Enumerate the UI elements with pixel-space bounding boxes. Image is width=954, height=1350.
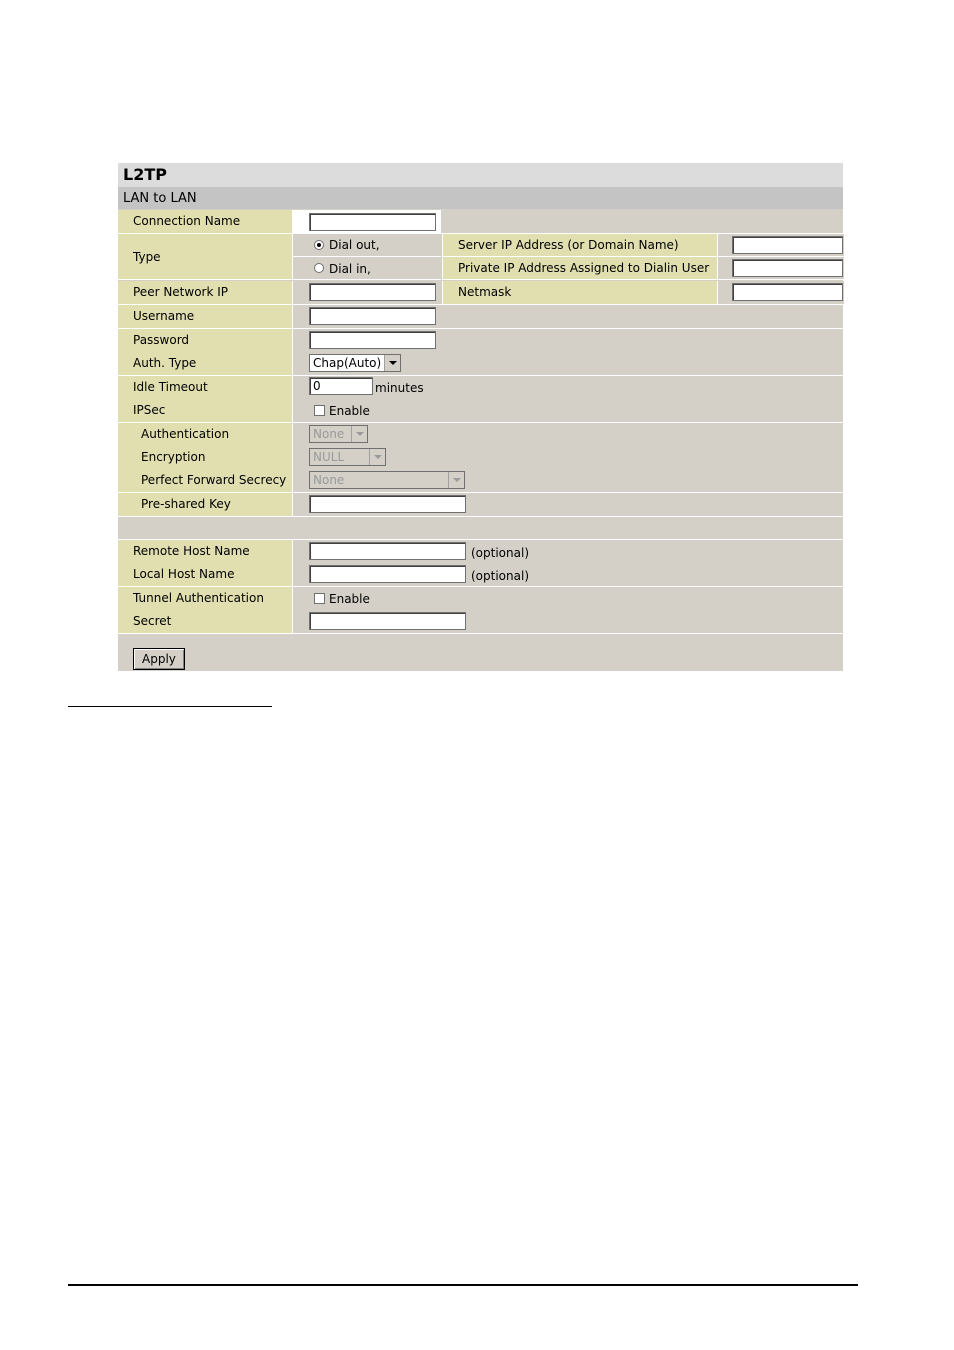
- password-input[interactable]: [309, 331, 436, 349]
- psk-label: Pre-shared Key: [141, 497, 231, 511]
- authentication-select[interactable]: [309, 425, 368, 443]
- row-psk: [118, 493, 843, 517]
- underline-rule: [68, 706, 272, 707]
- secret-label: Secret: [133, 614, 172, 628]
- encryption-label: Encryption: [141, 450, 206, 464]
- netmask-label: Netmask: [458, 285, 512, 299]
- row-pfs: [118, 469, 843, 493]
- row-remote-host: [118, 540, 843, 564]
- ipsec-enable-label: Enable: [329, 404, 370, 418]
- username-label: Username: [133, 309, 195, 323]
- pfs-value: None: [313, 473, 345, 487]
- row-type: [118, 234, 843, 280]
- dial-out-label: Dial out,: [329, 238, 380, 252]
- password-label: Password: [133, 333, 190, 347]
- connection-name-label: Connection Name: [133, 214, 241, 228]
- dial-in-radio[interactable]: [314, 263, 324, 273]
- remote-host-hint: (optional): [471, 546, 529, 560]
- row-authentication: [118, 423, 843, 447]
- psk-input[interactable]: [309, 495, 466, 513]
- local-host-hint: (optional): [471, 569, 529, 583]
- section-header: [118, 187, 843, 209]
- pfs-select[interactable]: [309, 471, 465, 489]
- tunnel-auth-enable-checkbox[interactable]: [314, 593, 325, 604]
- secret-input[interactable]: [309, 612, 466, 630]
- remote-host-label: Remote Host Name: [133, 544, 250, 558]
- pfs-label: Perfect Forward Secrecy: [141, 473, 287, 487]
- ipsec-enable-checkbox[interactable]: [314, 405, 325, 416]
- tunnel-auth-label: Tunnel Authentication: [133, 591, 264, 605]
- chevron-down-icon[interactable]: [384, 355, 400, 371]
- idle-timeout-input[interactable]: 0: [309, 377, 373, 395]
- apply-button[interactable]: Apply: [133, 648, 185, 670]
- row-idle-timeout: [118, 376, 843, 400]
- encryption-value: NULL: [313, 450, 345, 464]
- l2tp-panel: [118, 163, 843, 671]
- username-input[interactable]: [309, 307, 436, 325]
- row-username: [118, 305, 843, 329]
- spacer-row: [118, 517, 843, 540]
- type-label: Type: [133, 249, 161, 264]
- authentication-label: Authentication: [141, 427, 230, 441]
- section-title: LAN to LAN: [123, 191, 197, 206]
- server-ip-input[interactable]: [732, 236, 843, 254]
- peer-network-ip-input[interactable]: [309, 283, 436, 301]
- encryption-select[interactable]: [309, 448, 386, 466]
- chevron-down-icon[interactable]: [351, 426, 367, 442]
- row-ipsec: [118, 399, 843, 423]
- dial-in-label: Dial in,: [329, 262, 371, 276]
- local-host-input[interactable]: [309, 565, 466, 583]
- private-ip-label: Private IP Address Assigned to Dialin User: [458, 261, 710, 275]
- chevron-down-icon[interactable]: [448, 472, 464, 488]
- idle-timeout-label: Idle Timeout: [133, 380, 208, 394]
- authentication-value: None: [313, 427, 345, 441]
- peer-network-ip-label: Peer Network IP: [133, 285, 229, 299]
- panel-title: L2TP: [123, 165, 167, 184]
- auth-type-select[interactable]: [309, 354, 401, 372]
- server-ip-label: Server IP Address (or Domain Name): [458, 238, 679, 252]
- row-password: [118, 329, 843, 353]
- row-auth-type: [118, 352, 843, 376]
- auth-type-value: Chap(Auto): [313, 356, 382, 370]
- tunnel-auth-enable-label: Enable: [329, 592, 370, 606]
- dial-out-radio[interactable]: [314, 240, 324, 250]
- row-peer-network-ip: [118, 281, 843, 305]
- row-tunnel-auth: [118, 587, 843, 611]
- row-local-host: [118, 563, 843, 587]
- row-connection-name: [118, 210, 843, 234]
- chevron-down-icon[interactable]: [369, 449, 385, 465]
- remote-host-input[interactable]: [309, 542, 466, 560]
- auth-type-label: Auth. Type: [133, 356, 197, 370]
- ipsec-label: IPSec: [133, 403, 166, 417]
- local-host-label: Local Host Name: [133, 567, 235, 581]
- footer-rule: [68, 1284, 858, 1286]
- row-secret: [118, 610, 843, 634]
- idle-timeout-unit: minutes: [375, 381, 424, 395]
- panel-title-bar: [118, 163, 843, 187]
- row-encryption: [118, 446, 843, 470]
- netmask-input[interactable]: [732, 283, 843, 301]
- private-ip-input[interactable]: [732, 259, 843, 277]
- connection-name-input[interactable]: [309, 213, 436, 231]
